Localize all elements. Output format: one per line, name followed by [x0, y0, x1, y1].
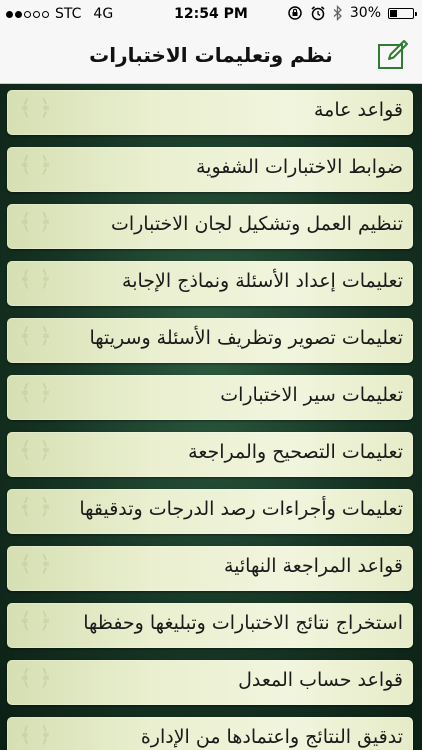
page-title: نظم وتعليمات الاختبارات — [89, 43, 333, 67]
list-item[interactable] — [7, 147, 413, 192]
list-item[interactable] — [7, 204, 413, 249]
list-item-label: قواعد عامة — [313, 99, 403, 121]
list-item[interactable] — [7, 432, 413, 477]
bluetooth-icon — [333, 5, 343, 21]
status-bar — [0, 0, 422, 30]
list-item-label: قواعد المراجعة النهائية — [223, 555, 403, 577]
alarm-icon — [310, 5, 326, 21]
texture-decoration: ﴾ ﴿ — [19, 609, 52, 634]
list-item[interactable] — [7, 261, 413, 306]
status-right — [287, 5, 414, 21]
list-item-label: تعليمات سير الاختبارات — [220, 384, 403, 406]
list-item[interactable] — [7, 375, 413, 420]
list-item-label: تدقيق النتائج واعتمادها من الإدارة — [140, 726, 403, 748]
list-item-label: تعليمات وأجراءات رصد الدرجات وتدقيقها — [79, 498, 403, 520]
texture-decoration: ﴾ ﴿ — [19, 495, 52, 520]
battery-level — [390, 10, 397, 17]
battery-percent: 30% — [349, 5, 381, 21]
menu-list[interactable] — [0, 84, 422, 750]
carrier-name: STC — [55, 6, 82, 22]
list-item[interactable] — [7, 318, 413, 363]
list-item[interactable] — [7, 546, 413, 591]
compose-icon — [376, 38, 410, 72]
list-item-label: تعليمات تصوير وتظريف الأسئلة وسريتها — [89, 327, 403, 349]
list-item[interactable] — [7, 90, 413, 135]
list-item-label: قواعد حساب المعدل — [238, 669, 403, 691]
list-item[interactable] — [7, 660, 413, 705]
texture-decoration: ﴾ ﴿ — [19, 723, 52, 748]
list-item[interactable] — [7, 489, 413, 534]
texture-decoration: ﴾ ﴿ — [19, 552, 52, 577]
compose-button[interactable] — [376, 38, 410, 72]
list-item[interactable] — [7, 717, 413, 750]
navigation-bar — [0, 30, 422, 84]
texture-decoration: ﴾ ﴿ — [19, 324, 52, 349]
list-item[interactable] — [7, 603, 413, 648]
list-item-label: استخراج نتائج الاختبارات وتبليغها وحفظها — [83, 612, 403, 634]
texture-decoration: ﴾ ﴿ — [19, 666, 52, 691]
list-item-label: تعليمات إعداد الأسئلة ونماذج الإجابة — [122, 270, 403, 292]
battery-icon — [388, 8, 414, 19]
texture-decoration: ﴾ ﴿ — [19, 381, 52, 406]
texture-decoration: ﴾ ﴿ — [19, 267, 52, 292]
rotation-lock-icon — [287, 5, 303, 21]
status-time: 12:54 PM — [174, 6, 248, 22]
texture-decoration: ﴾ ﴿ — [19, 438, 52, 463]
texture-decoration: ﴾ ﴿ — [19, 153, 52, 178]
list-item-label: تعليمات التصحيح والمراجعة — [188, 441, 403, 463]
network-type: 4G — [93, 6, 114, 22]
texture-decoration: ﴾ ﴿ — [19, 210, 52, 235]
texture-decoration: ﴾ ﴿ — [19, 96, 52, 121]
list-item-label: ضوابط الاختبارات الشفوية — [195, 156, 403, 178]
list-item-label: تنظيم العمل وتشكيل لجان الاختبارات — [110, 213, 403, 235]
